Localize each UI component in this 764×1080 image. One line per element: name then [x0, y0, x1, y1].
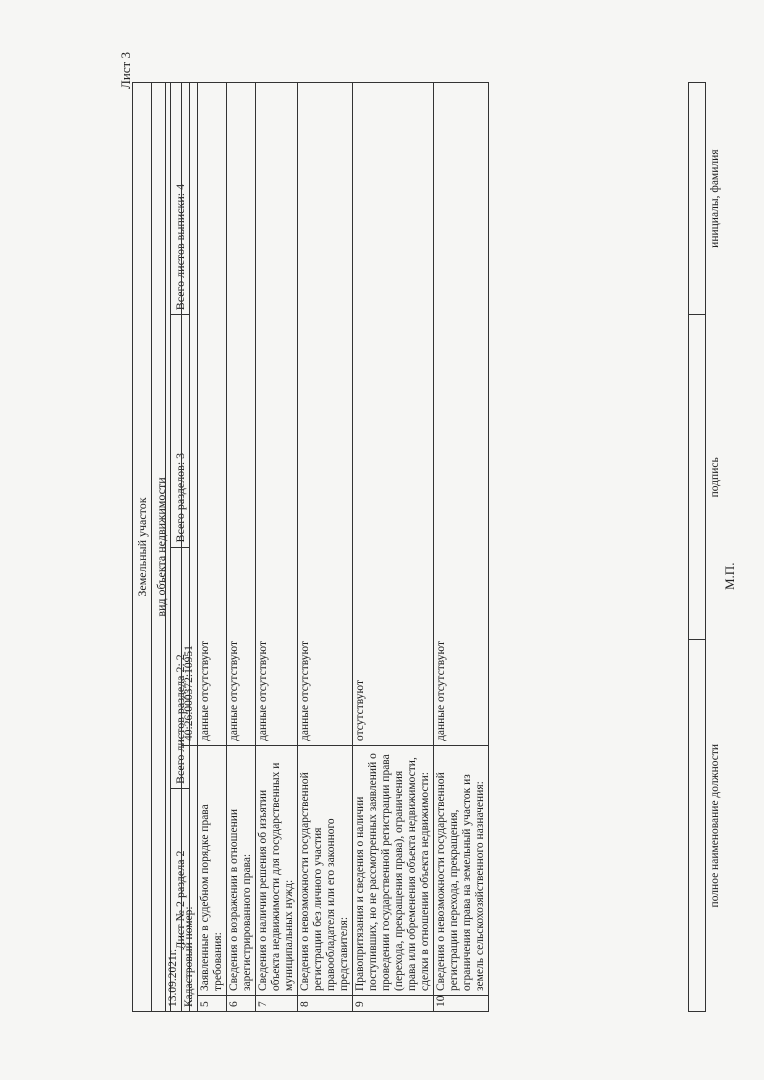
row-label: Заявленные в судебном порядке права требования:	[198, 746, 227, 996]
extract-date: 13.09.2021г.	[166, 83, 182, 1012]
position-field	[689, 640, 706, 1012]
row-value: данные отсутствуют	[434, 83, 489, 746]
row-label: Сведения о невозможности государственной регистрации без личного участия правообладателя или его законного представителя:	[298, 746, 353, 996]
row-value: данные отсутствуют	[227, 83, 256, 746]
name-caption: инициалы, фамилия	[709, 149, 721, 248]
cadastral-number: 40:26:000372:10951	[182, 83, 198, 746]
sheet-label: Лист 3	[118, 52, 133, 89]
row-value: данные отсутствуют	[256, 83, 298, 746]
position-caption: полное наименование должности	[709, 743, 721, 908]
row-number: 8	[298, 996, 353, 1012]
row-number: 5	[198, 996, 227, 1012]
row-value: отсутствуют	[353, 83, 434, 746]
sections-total: Всего разделов: 3	[171, 315, 190, 547]
row-value: данные отсутствуют	[298, 83, 353, 746]
sign-field	[689, 315, 706, 640]
signature-block	[688, 82, 723, 1012]
row-label: Сведения о наличии решения об изъятии объекта недвижимости для государственных и муниципальных нужд:	[256, 746, 298, 996]
object-type: Земельный участок	[133, 83, 152, 1012]
stamp-placeholder: М.П.	[722, 562, 737, 590]
sign-caption: подпись	[709, 457, 721, 498]
row-number: 10	[434, 996, 489, 1012]
cadastral-label: Кадастровый номер:	[182, 746, 198, 1012]
row-number: 6	[227, 996, 256, 1012]
row-label: Сведения о возражении в отношении зарегистрированного права:	[227, 746, 256, 996]
sheets-total: Всего листов выписки: 4	[171, 83, 190, 315]
row-number: 9	[353, 996, 434, 1012]
row-value: данные отсутствуют	[198, 83, 227, 746]
name-field	[689, 83, 706, 315]
row-number: 7	[256, 996, 298, 1012]
row-label: Сведения о невозможности государственной регистрации перехода, прекращения, ограничения права на земельный участок из земель сельскохозяйственного назначения:	[434, 746, 489, 996]
register-table	[165, 82, 489, 1012]
row-label: Правопритязания и сведения о наличии поступивших, но не рассмотренных заявлений о проведении государственной регистрации права (перехода, прекращения права), ограничения права или обременения объекта недвижимости, сделки в отношении объекта недвижимости:	[353, 746, 434, 996]
sheet-of-section: Лист № 2 раздела 2	[171, 789, 190, 1012]
object-type-caption: вид объекта недвижимости	[152, 83, 171, 1012]
sheets-in-section: Всего листов раздела 2: 2	[171, 547, 190, 789]
